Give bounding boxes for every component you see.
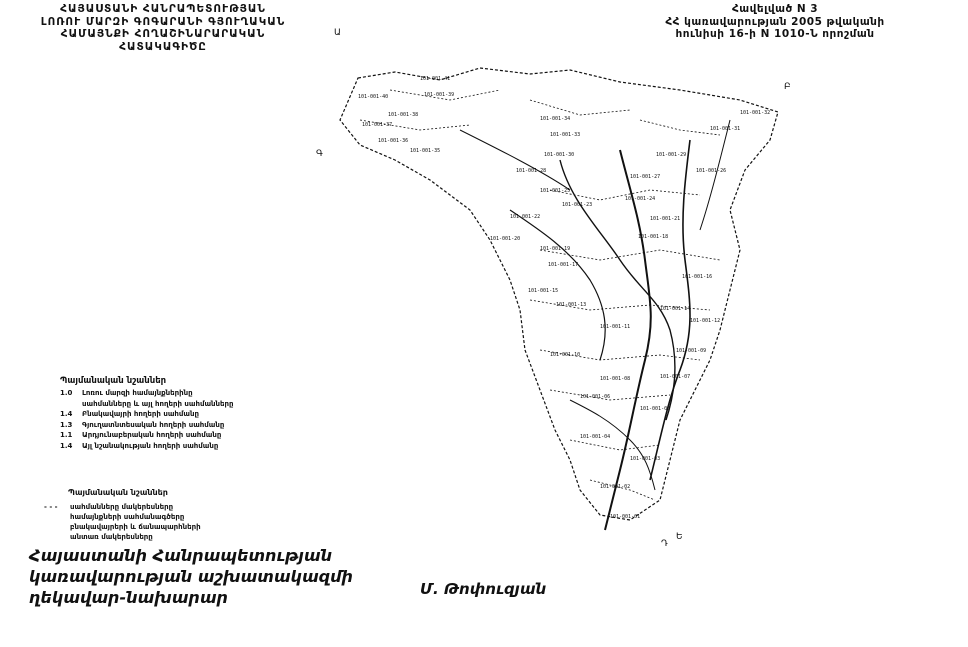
map-label: 101-001-35 bbox=[410, 148, 441, 154]
header-right bbox=[630, 3, 920, 41]
map-label: 101-001-36 bbox=[378, 138, 409, 144]
map-label: 101-001-07 bbox=[660, 374, 691, 380]
map-mark-b: Բ bbox=[784, 82, 791, 92]
header-left-line: ՀԱՏԱԿԱԳԻԾԸ bbox=[119, 40, 207, 53]
legend-item bbox=[60, 420, 234, 431]
map-label: 101-001-05 bbox=[640, 406, 671, 412]
signature-position-line: Հայաստանի Հանրապետության bbox=[29, 546, 333, 565]
map-road-main bbox=[605, 150, 651, 530]
map-label: 101-001-09 bbox=[676, 348, 707, 354]
legend-text: Բնակավայրի հողերի սահմանը bbox=[82, 410, 199, 418]
map-label: 101-001-29 bbox=[656, 152, 687, 158]
symbol-item bbox=[44, 522, 201, 532]
legend-code: 1.1 bbox=[60, 431, 73, 439]
symbol-text: բնակավայրերի և ճանապարհների bbox=[70, 523, 201, 531]
cadastral-map bbox=[300, 60, 820, 540]
symbol-text: անտառ մակերեսները bbox=[70, 533, 153, 541]
map-label: 101-001-31 bbox=[710, 126, 741, 132]
symbols-list bbox=[44, 502, 201, 542]
legend-text: Այլ նշանակության հողերի սահմանը bbox=[82, 441, 219, 450]
map-mark-e: Ե bbox=[676, 532, 683, 542]
signature-name: Մ. Թոփուզյան bbox=[420, 580, 547, 598]
map-label: 101-001-08 bbox=[600, 376, 631, 382]
map-label: 101-001-13 bbox=[556, 302, 587, 308]
map-label: 101-001-40 bbox=[358, 94, 389, 100]
map-label: 101-001-21 bbox=[650, 216, 681, 222]
legend-text: Գյուղատնտեսական հողերի սահմանը bbox=[82, 420, 225, 429]
map-parcel-line bbox=[530, 100, 630, 115]
map-label: 101-001-23 bbox=[562, 202, 593, 208]
map-label: 101-001-26 bbox=[696, 168, 727, 174]
map-label: 101-001-41 bbox=[420, 76, 451, 82]
map-label: 101-001-28 bbox=[516, 168, 547, 174]
legend-text: Արդյունաբերական հողերի սահմանը bbox=[82, 431, 222, 439]
legend-list bbox=[60, 388, 234, 451]
map-parcel-line bbox=[640, 120, 720, 135]
map-label: 101-001-03 bbox=[630, 456, 661, 462]
signature-position-line: կառավարության աշխատակազմի bbox=[29, 567, 353, 586]
legend-code: 1.4 bbox=[60, 410, 73, 418]
map-stream bbox=[460, 130, 570, 190]
map-label: 101-001-30 bbox=[544, 152, 575, 158]
map-mark-a: Ա bbox=[334, 28, 341, 38]
header-right-line: Հավելված N 3 bbox=[731, 3, 819, 15]
legend-code: 1.4 bbox=[60, 441, 73, 450]
legend-item bbox=[60, 430, 234, 441]
map-parcel-line bbox=[570, 440, 660, 450]
signature-position-line: ղեկավար-նախարար bbox=[29, 588, 228, 607]
symbol-item bbox=[44, 512, 201, 522]
map-label: 101-001-06 bbox=[580, 394, 611, 400]
legend-item bbox=[60, 388, 234, 399]
signature-position bbox=[29, 545, 353, 608]
map-label: 101-001-15 bbox=[528, 288, 559, 294]
header-left-line: ՀԱՄԱՅՆՔԻ ՀՈՂԱՇԻՆԱՐԱՐԱԿԱՆ bbox=[60, 28, 266, 40]
symbol-item bbox=[44, 502, 201, 512]
map-label: 101-001-11 bbox=[600, 324, 631, 330]
symbol-text: համայնքների սահմանագծերը bbox=[70, 513, 185, 521]
legend-text: Լոռու մարզի համայնքներինը bbox=[82, 389, 193, 397]
symbol-sample: - - - bbox=[44, 503, 58, 511]
map-label: 101-001-16 bbox=[682, 274, 713, 280]
map-label: 101-001-24 bbox=[625, 196, 656, 202]
map-label: 101-001-25 bbox=[540, 188, 571, 194]
symbol-text: սահմանները մակերեսները bbox=[70, 503, 174, 511]
map-label: 101-001-18 bbox=[638, 234, 669, 240]
legend-text: սահմանները և այլ հողերի սահմանները bbox=[82, 399, 234, 408]
map-label: 101-001-34 bbox=[540, 116, 571, 122]
legend-code: 1.0 bbox=[60, 389, 73, 397]
legend-item bbox=[60, 409, 234, 420]
legend-item bbox=[60, 441, 234, 452]
map-label: 101-001-37 bbox=[362, 122, 393, 128]
map-label: 101-001-33 bbox=[550, 132, 581, 138]
map-label: 101-001-20 bbox=[490, 236, 521, 242]
map-mark-g: Գ bbox=[316, 149, 323, 159]
symbols-title: Պայմանական նշաններ bbox=[68, 488, 168, 497]
map-stream bbox=[700, 120, 730, 230]
map-label: 101-001-10 bbox=[550, 352, 581, 358]
map-label: 101-001-27 bbox=[630, 174, 661, 180]
header-left-line: ԼՈՌՈՒ ՄԱՐԶԻ ԳՈԳԱՐԱՆԻ ԳՅՈՒՂԱԿԱՆ bbox=[40, 15, 286, 28]
header-left bbox=[18, 3, 308, 53]
symbol-item bbox=[44, 532, 201, 542]
map-label: 101-001-01 bbox=[610, 514, 641, 520]
map-label: 101-001-22 bbox=[510, 214, 541, 220]
map-label: 101-001-38 bbox=[388, 112, 419, 118]
map-road-branch bbox=[510, 210, 605, 360]
header-right-line: ՀՀ կառավարության 2005 թվականի bbox=[665, 15, 885, 28]
map-stream bbox=[570, 400, 655, 490]
map-label: 101-001-12 bbox=[690, 318, 721, 324]
legend-item bbox=[60, 399, 234, 410]
legend-code: 1.3 bbox=[60, 420, 73, 429]
map-label: 101-001-19 bbox=[540, 246, 571, 252]
header-left-line: ՀԱՅԱՍՏԱՆԻ ՀԱՆՐԱՊԵՏՈՒԹՅԱՆ bbox=[60, 3, 266, 15]
header-right-line: հունիսի 16-ի N 1010-Ն որոշման bbox=[675, 28, 875, 40]
map-mark-d: Դ bbox=[661, 539, 668, 549]
map-label: 101-001-17 bbox=[548, 262, 579, 268]
legend-title: Պայմանական նշաններ bbox=[60, 376, 167, 386]
map-label: 101-001-14 bbox=[660, 306, 691, 312]
map-label: 101-001-04 bbox=[580, 434, 611, 440]
map-label: 101-001-32 bbox=[740, 110, 771, 116]
map-parcel-line bbox=[590, 480, 655, 500]
map-label: 101-001-02 bbox=[600, 484, 631, 490]
map-label: 101-001-39 bbox=[424, 92, 455, 98]
